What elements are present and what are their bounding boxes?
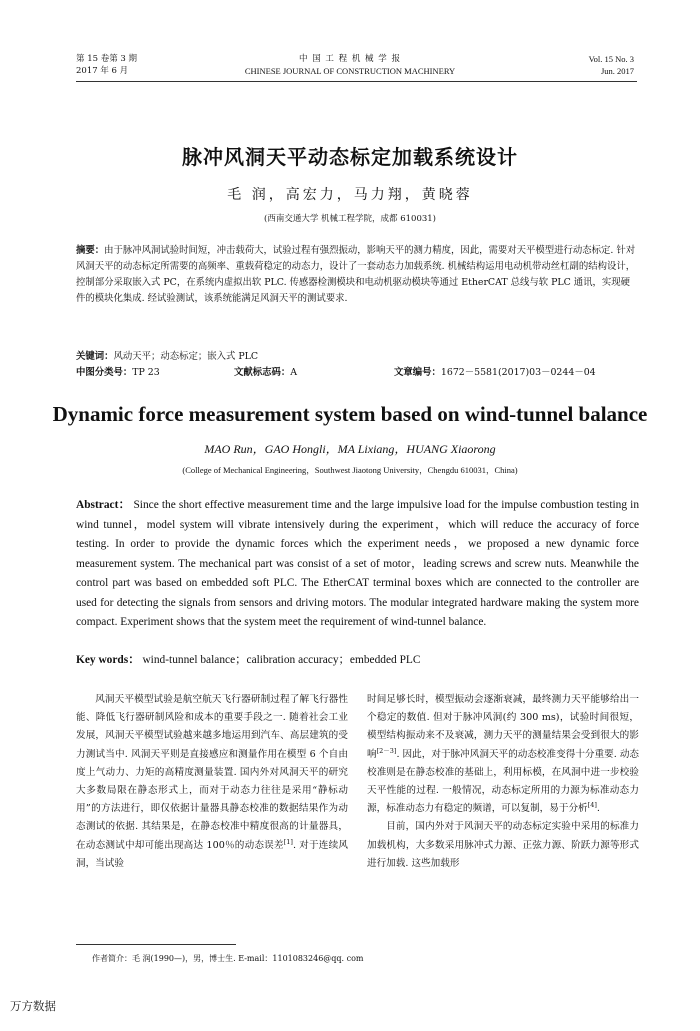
- body-text: .: [596, 803, 600, 815]
- article-number: [394, 365, 596, 381]
- abstract-zh-text: 由于脉冲风洞试验时间短，冲击载荷大，试验过程有强烈振动，影响天平的测力精度，因此，需要对天平模型进行动态标定. 针对风洞天平的动态标定所需要的高频率、重载荷稳定的动态力，设计了一套动态力加载系统. 机械结构运用电动机带动丝杠副的结构设计，控制部分采取嵌入式 PC，在系统内虚拟出软 PLC. 传感器检测模块和电动机驱动模块等通过 EtherCAT 总线与软 PLC 通讯，实现硬件的模块化集成. 经试验测试，该系统能满足风洞天平的测试要求.: [76, 245, 636, 304]
- keywords-en: [76, 651, 639, 671]
- authors-en: MAO Run，GAO Hongli，MA Lixiang，HUANG Xiaorong: [204, 442, 496, 456]
- document-code: [234, 365, 297, 381]
- journal-name-en: CHINESE JOURNAL OF CONSTRUCTION MACHINERY: [244, 66, 456, 76]
- citation: [2－3]: [376, 746, 397, 755]
- citation: [1]: [283, 837, 293, 846]
- clc-value: TP 23: [132, 367, 160, 378]
- body-paragraph: [367, 691, 639, 818]
- abstract-zh: [76, 243, 639, 307]
- watermark: 万方数据: [10, 999, 56, 1013]
- volume-issue-en: Vol. 15 No. 3: [588, 54, 634, 64]
- journal-name-zh: 中 国 工 程 机 械 学 报: [299, 54, 401, 64]
- abstract-zh-label: 摘要：: [76, 245, 105, 256]
- date-zh: 2017 年 6 月: [76, 66, 129, 76]
- body-text: . 因此，对于脉冲风洞天平的动态校准变得十分重要. 动态校准则是在静态校准的基础上，利用标模，在风洞中进一步校验天平性能的过程. 一般情况，动态标定所用的力源为标准动态力源，标准动态力有稳定的频谱，可以复制，易于分析: [367, 748, 640, 815]
- paper-title-zh: 脉冲风洞天平动态标定加载系统设计: [182, 145, 518, 169]
- clc-number: [76, 365, 160, 381]
- body-left-column: [76, 691, 348, 873]
- affiliation-en: (College of Mechanical Engineering，Southwest Jiaotong University，Chengdu 610031，China): [182, 465, 518, 475]
- article-label: 文章编号：: [394, 367, 441, 378]
- clc-label: 中图分类号：: [76, 367, 133, 378]
- footnote-divider: [76, 944, 236, 945]
- abstract-en-label: Abstract：: [76, 499, 131, 511]
- keywords-en-label: Key words：: [76, 654, 140, 666]
- keywords-zh-label: 关键词：: [76, 351, 114, 362]
- date-en: Jun. 2017: [600, 66, 634, 76]
- body-text: 目前，国内外对于风洞天平的动态标定实验中采用的标准力加载机构，大多数采用脉冲式力源、正弦力源、阶跃力源等形式进行加载. 这些加载形: [367, 821, 639, 869]
- body-text: 风洞天平模型试验是航空航天飞行器研制过程了解飞行器性能、降低飞行器研制风险和成本的重要手段之一. 随着社会工业发展，风洞天平模型试验越来越多地运用到汽车、高层建筑的受力测试当中. 风洞天平则是直接感应和测量作用在模型 6 个自由度上气动力、力矩的高精度测量装置. 国内外对风洞天平的研究大多数局限在静态形式上，而对于动态力往往是采用“静标动用”的方法进行，即仅依据计量器具静态校准的数据结果作为动态测试的依据. 其结果是，在静态校准中精度很高的计量器具，在动态测试中却可能出现高达 100％的动态误差: [76, 694, 348, 851]
- body-right-column: [367, 691, 639, 873]
- classification-line: [76, 365, 639, 381]
- affiliation-zh: (西南交通大学 机械工程学院，成都 610031): [264, 214, 436, 224]
- body-text: . 对于连续风洞，当试验: [76, 839, 348, 869]
- paper-title-en: Dynamic force measurement system based on wind-tunnel balance: [52, 402, 648, 426]
- citation: [4]: [587, 801, 597, 810]
- body-paragraph: [76, 691, 348, 873]
- authors-zh: 毛 润，高宏力，马力翔，黄晓蓉: [227, 187, 473, 203]
- doc-value: A: [290, 367, 298, 378]
- abstract-en: [76, 496, 639, 633]
- header-right: [589, 53, 634, 77]
- keywords-zh: [76, 349, 639, 365]
- keywords-zh-text: 风动天平；动态标定；嵌入式 PLC: [113, 351, 259, 362]
- abstract-en-text: Since the short effective measurement time and the large impulsive load for the impulse combustion testing in wind tunnel，model system will vibrate intensively during the experiment，which will reduce the accuracy of force testing. In order to provide the dynamic forces which the experiment needs，we proposed a new dynamic force measurement system. The mechanical part was consist of a set of motor，leading screws and screw nuts. Meanwhile the control part was based on embedded soft PLC. The EtherCAT terminal boxes which are connected to the controller are used for detecting the signals from sensors and driving motors. The modular integrated hardware making the system more compact. Experiment shows that the system meet the requirement of wind-tunnel balance.: [76, 499, 640, 628]
- doc-label: 文献标志码：: [234, 367, 291, 378]
- article-value: 1672－5581(2017)03－0244－04: [440, 367, 596, 378]
- author-footnote: 作者简介：毛 润(1990—)，男，博士生. E-mail：1101083246@qq. com: [92, 954, 364, 963]
- keywords-en-text: wind-tunnel balance；calibration accuracy；embedded PLC: [139, 654, 421, 666]
- header-divider: [76, 81, 637, 82]
- body-text: 时间足够长时，模型振动会逐渐衰减，最终测力天平能够给出一个稳定的数值. 但对于脉冲风洞(约 300 ms)，试验时间很短，模型结构振动来不及衰减，测力天平的测量结果会受到很大的影响: [367, 694, 639, 760]
- body-paragraph: [367, 818, 639, 873]
- volume-issue-zh: 第 15 卷第 3 期: [76, 54, 138, 64]
